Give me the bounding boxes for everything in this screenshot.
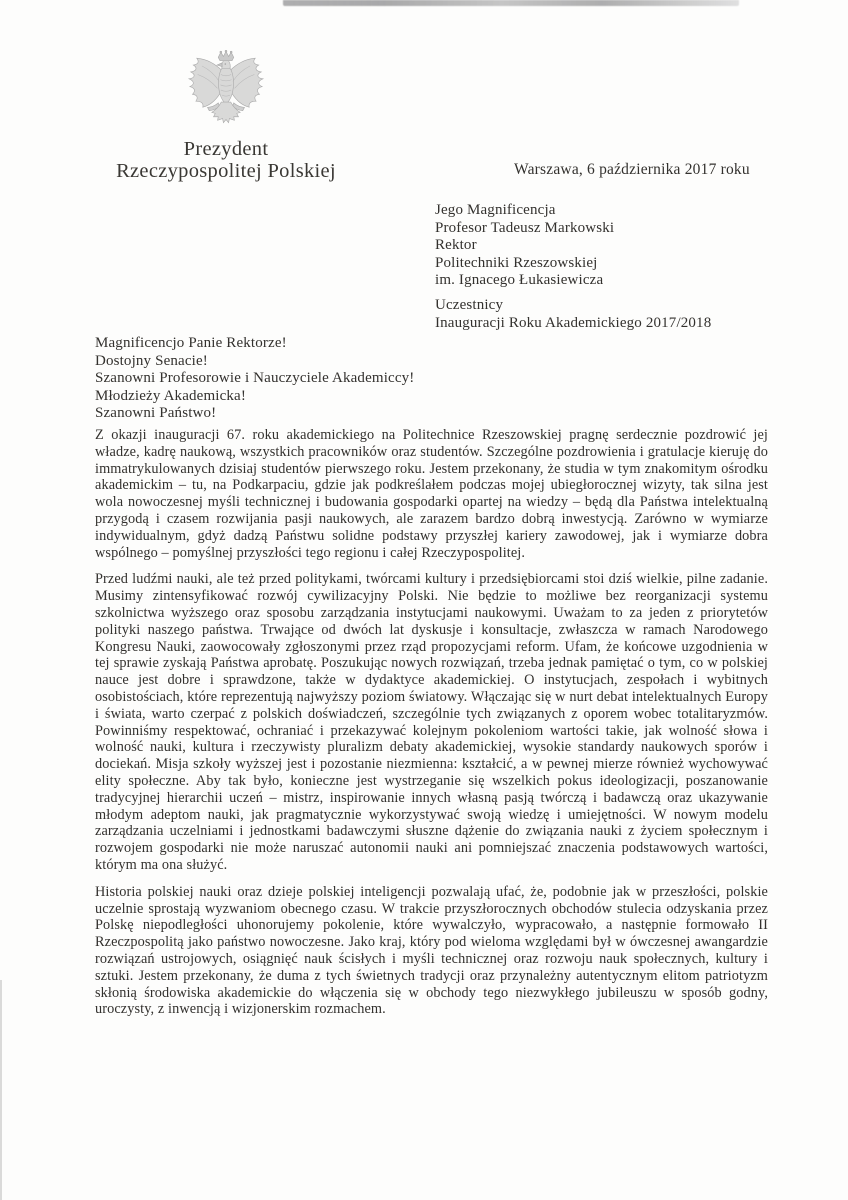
addressee-block	[435, 202, 711, 332]
letterhead-title-line2: Rzeczypospolitej Polskiej	[116, 160, 336, 182]
salutation-line: Szanowni Profesorowie i Nauczyciele Akademiccy!	[95, 370, 415, 386]
letter-body	[95, 427, 768, 1018]
dateline: Warszawa, 6 października 2017 roku	[514, 161, 750, 178]
addressee-gap	[435, 290, 711, 297]
addressee-line: Jego Magnificencja	[435, 202, 556, 218]
scan-artifact-top	[283, 0, 739, 6]
salutation-line: Dostojny Senacie!	[95, 352, 208, 369]
addressee-secondary-line: Inauguracji Roku Akademickiego 2017/2018	[435, 314, 712, 331]
addressee-line: Politechniki Rzeszowskiej	[435, 254, 598, 271]
scan-artifact-left-edge	[0, 980, 2, 1200]
salutation-line: Szanowni Państwo!	[95, 405, 217, 421]
letterhead-title-line1: Prezydent	[183, 138, 269, 160]
polish-eagle-emblem-icon	[183, 48, 269, 132]
addressee-line: Rektor	[435, 237, 477, 254]
addressee-line: im. Ignacego Łukasiewicza	[435, 272, 604, 289]
body-paragraph: Historia polskiej nauki oraz dzieje polskiej inteligencji pozwalają ufać, że, podobnie jak w przeszłości, polskie uczelnie sprostają wyzwaniom obecnego czasu. W trakcie przyszłorocznych obchodów stulecia odzyskania przez Polskę niepodległości uhonorujemy pokolenie, które wywalczyło, wypracowało, a następnie formowało II Rzeczpospolitą jako państwo nowoczesne. Jako kraj, który pod wieloma względami był w ówczesnej awangardzie rozwiązań ustrojowych, osiągnięć nauk ścisłych i myśli technicznej oraz rozwoju nauk społecznych, kultury i sztuki. Jestem przekonany, że duma z tych świetnych tradycji oraz przynależny autentycznym elitom patriotyzm skłonią środowiska akademickie do włączenia się w obchody tego niezwykłego jubileuszu w sposób godny, uroczysty, z inwencją i wizjonerskim rozmachem.	[95, 883, 768, 1018]
addressee-secondary-line: Uczestnicy	[435, 296, 504, 313]
salutation-line: Magnificencjo Panie Rektorze!	[95, 335, 287, 351]
salutation-line: Młodzieży Akademicka!	[95, 387, 247, 404]
letterhead	[100, 48, 352, 182]
body-paragraph: Przed ludźmi nauki, ale też przed politykami, twórcami kultury i przedsiębiorcami stoi dziś wielkie, pilne zadanie. Musimy zintensyfikować rozwój cywilizacyjny Polski. Nie będzie to możliwe bez reorganizacji systemu szkolnictwa wyższego oraz sposobu zarządzania instytucjami naukowymi. Uważam to za jeden z priorytetów polityki naszego państwa. Trwające od dwóch lat dyskusje i konsultacje, zwłaszcza w ramach Narodowego Kongresu Nauki, zaowocowały zgłoszonymi przez rząd propozycjami reform. Ufam, że końcowe uzgodnienia w tej sprawie zyskają Państwa aprobatę. Poszukując nowych rozwiązań, trzeba jednak pamiętać o tym, co w polskiej nauce jest dobre i sprawdzone, także w dydaktyce akademickiej. O instytucjach, zespołach i wybitnych osobistościach, które reprezentują najwyższy poziom światowy. Włączając się w nurt debat intelektualnych Europy i świata, warto czerpać z polskich doświadczeń, szczególnie tych związanych z oporem wobec totalitaryzmów. Powinniśmy respektować, ochraniać i przekazywać kolejnym pokoleniom wartości takie, jak wolność słowa i wolność nauki, kultura i rzeczywisty pluralizm debaty akademickiej, wysokie standardy naukowych sporów i dociekań. Misja szkoły wyższej jest i pozostanie niezmienna: kształcić, a w pewnej mierze również wychowywać elity społeczne. Aby tak było, konieczne jest wystrzeganie się wszelkich pokus ideologizacji, poszanowanie tradycyjnej hierarchii uczeń – mistrz, inspirowanie innych własną pasją twórczą i badawczą oraz ukazywanie młodym adeptom nauki, jak pragmatycznie wykorzystywać swoją wiedzę i umiejętności. W nowym modelu zarządzania uczelniami i jednostkami badawczymi słuszne dążenie do związania nauki z życiem społecznym i rozwojem gospodarki nie może naruszać autonomii nauki ani pomniejszać znaczenia podstawowych wartości, którym ma ona służyć.	[95, 571, 768, 873]
body-paragraph: Z okazji inauguracji 67. roku akademickiego na Politechnice Rzeszowskiej pragnę serdecznie pozdrowić jej władze, kadrę naukową, wszystkich pracowników oraz studentów. Szczególne pozdrowienia i gratulacje kieruję do immatrykulowanych dzisiaj studentów pierwszego roku. Jestem przekonany, że studia w tym znakomitym ośrodku akademickim – tu, na Podkarpaciu, gdzie jak podkreślałem podczas mojej ubiegłorocznej wizyty, tak silna jest wola nowoczesnej myśli technicznej i budowania gospodarki opartej na wiedzy – będą dla Państwa intelektualną przygodą i czasem rozwijania pasji naukowych, ale zarazem bardzo dobrą inwestycją. Zarówno w wymiarze indywidualnym, gdyż dadzą Państwu solidne podstawy przyszłej kariery zawodowej, jak i wymiarze dobra wspólnego – pomyślnej przyszłości tego regionu i całej Rzeczypospolitej.	[95, 427, 768, 561]
salutation-block	[95, 335, 414, 423]
addressee-line: Profesor Tadeusz Markowski	[435, 219, 615, 236]
